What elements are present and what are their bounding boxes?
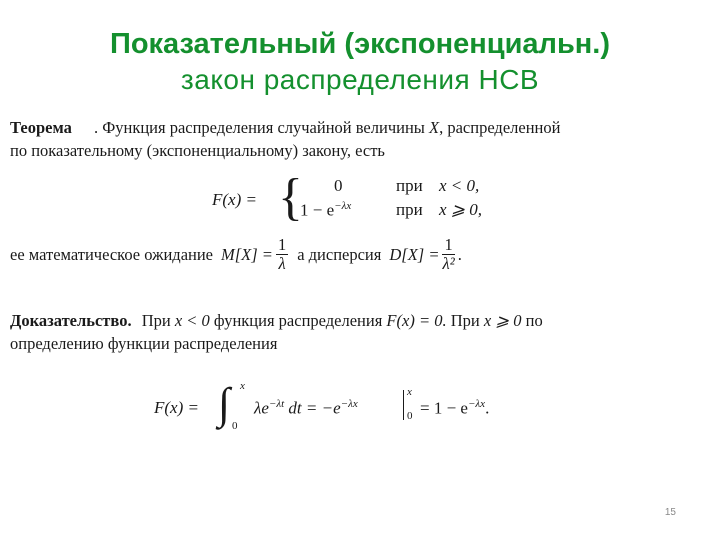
expectation-line — [10, 236, 462, 273]
case-2-cond: x ⩾ 0, — [438, 200, 482, 219]
eval-upper: x — [407, 386, 412, 398]
slide-title — [0, 26, 720, 98]
integrand: λe — [254, 398, 269, 418]
expectation-end: . — [457, 244, 462, 264]
case-2-word: при — [396, 200, 423, 219]
integral-dt: dt = −e — [288, 398, 341, 418]
piecewise-brace: { — [278, 169, 303, 226]
title-line-2: закон распределения НСВ — [180, 64, 540, 95]
variance-numerator: 1 — [444, 235, 453, 254]
expectation-text: ее математическое ожидание — [10, 244, 214, 264]
expectation-M: M[X] = — [221, 244, 273, 264]
theorem-text-1: Функция распределения случайной величины — [102, 118, 425, 137]
case-2-condition — [396, 200, 482, 220]
proof-text-2: функция распределения — [213, 311, 383, 330]
case-1-condition — [396, 176, 479, 196]
formula-f-lhs: F(x) = — [212, 190, 257, 209]
variance-denominator: λ² — [442, 254, 455, 273]
eval-exponent: −λx — [340, 398, 358, 410]
proof-cond-2: x ⩾ 0 — [483, 311, 522, 330]
proof-text-1: При — [141, 311, 171, 330]
integral-upper: x — [240, 380, 245, 392]
result-exponent: −λx — [467, 398, 486, 410]
integral-sign: ∫ — [218, 379, 231, 428]
case-2-value — [300, 200, 351, 221]
case-1-cond: x < 0, — [438, 176, 480, 195]
integrand-exponent: −λt — [268, 398, 285, 410]
integral-rhs — [420, 398, 489, 419]
variance-text: а дисперсия — [297, 244, 382, 264]
case-1-word: при — [396, 176, 423, 195]
expectation-fraction — [276, 236, 288, 273]
expectation-denominator: λ — [278, 254, 286, 273]
proof-eq-1: F(x) = 0. — [386, 311, 447, 330]
title-line-1: Показательный (экспоненциальн.) — [109, 28, 611, 60]
proof-text-4: по — [525, 311, 543, 330]
case-2-base: 1 − e — [300, 200, 335, 220]
eval-lower: 0 — [407, 410, 413, 422]
case-2-exponent: −λx — [334, 200, 352, 212]
theorem-text-1b: , распределенной — [439, 118, 561, 137]
case-1-value: 0 — [334, 176, 343, 195]
expectation-numerator: 1 — [277, 235, 287, 254]
theorem-line-2: по показательному (экспоненциальному) закону, есть — [10, 141, 385, 160]
theorem-label: Теорема — [10, 118, 72, 137]
theorem-line-1 — [10, 118, 560, 138]
integral-end: . — [485, 398, 490, 418]
proof-line-1 — [10, 311, 543, 331]
integral-lower: 0 — [232, 420, 238, 432]
variance-D: D[X] = — [389, 244, 440, 264]
proof-text-3: При — [450, 311, 480, 330]
theorem-var-x: X — [429, 118, 440, 137]
page-number: 15 — [664, 507, 676, 518]
evaluation-bar — [403, 390, 404, 420]
theorem-dot: . — [93, 118, 99, 137]
proof-label: Доказательство. — [10, 311, 132, 330]
variance-fraction — [442, 236, 454, 273]
proof-cond-1: x < 0 — [174, 311, 210, 330]
integral-body — [254, 398, 358, 419]
integral-lhs: F(x) = — [154, 398, 199, 417]
proof-line-2: определению функции распределения — [10, 334, 278, 353]
integral-result: = 1 − e — [420, 398, 468, 418]
